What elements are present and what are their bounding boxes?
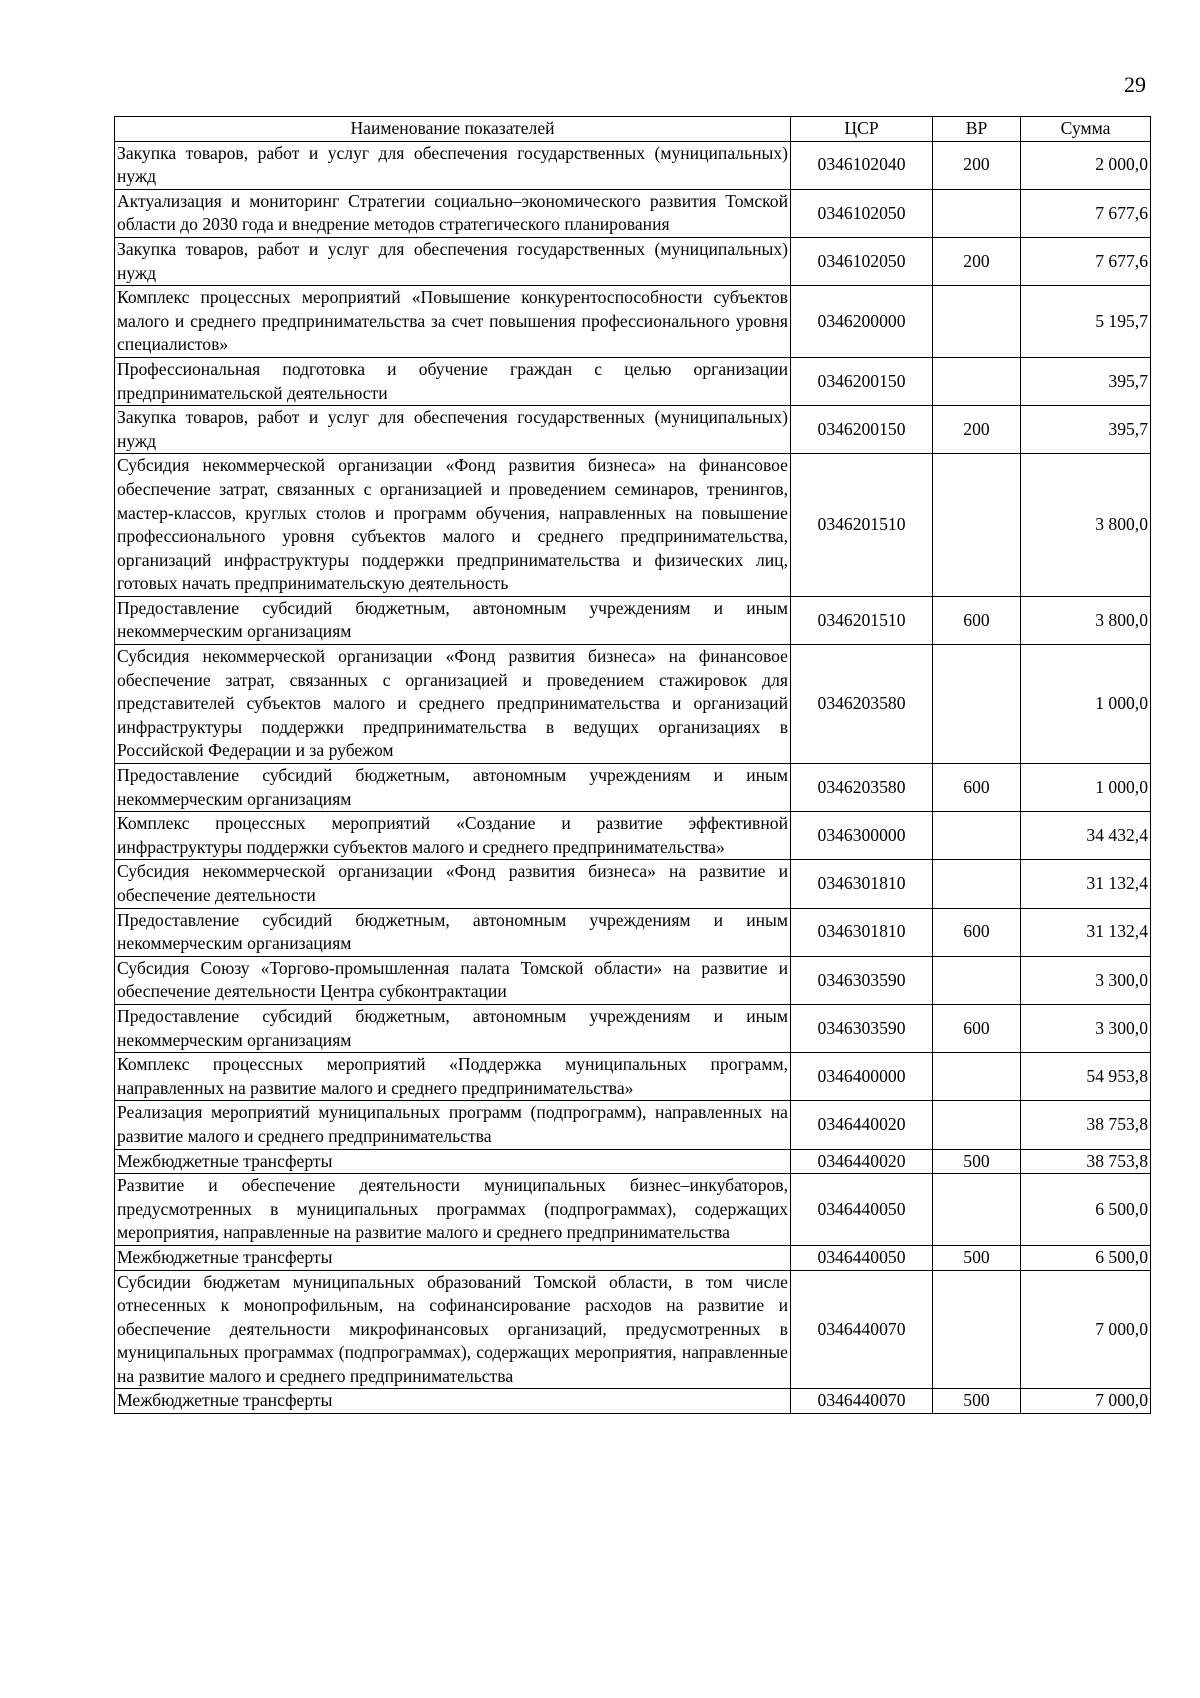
table-row [115,1270,1151,1389]
row-vr [933,454,1021,597]
row-name: Предоставление субсидий бюджетным, автономным учреждениям и иным некоммерческим организациям [115,1004,791,1052]
table-row [115,860,1151,908]
table-header-row [115,117,1151,142]
table-row [115,1149,1151,1174]
row-csr: 0346203580 [791,645,933,764]
row-vr [933,860,1021,908]
row-name: Межбюджетные трансферты [115,1389,791,1414]
row-sum: 31 132,4 [1021,860,1151,908]
row-vr: 600 [933,764,1021,812]
row-name: Межбюджетные трансферты [115,1149,791,1174]
table-row [115,1245,1151,1270]
header-sum: Сумма [1021,117,1151,142]
row-sum: 6 500,0 [1021,1245,1151,1270]
row-vr [933,1053,1021,1101]
row-name: Субсидии бюджетам муниципальных образований Томской области, в том числе отнесенных к монопрофильным, на софинансирование расходов на развитие и обеспечение деятельности микрофинансовых организаций, предусмотренных в муниципальных программах (подпрограммах), содержащих мероприятия, направленные на развитие малого и среднего предпринимательства [115,1270,791,1389]
row-name: Закупка товаров, работ и услуг для обеспечения государственных (муниципальных) нужд [115,141,791,189]
page-number: 29 [1124,72,1146,97]
table-row [115,908,1151,956]
row-sum: 5 195,7 [1021,286,1151,358]
row-sum: 6 500,0 [1021,1174,1151,1246]
row-csr: 0346102050 [791,237,933,285]
row-sum: 1 000,0 [1021,645,1151,764]
table-row [115,286,1151,358]
table-row [115,189,1151,237]
table-row [115,1053,1151,1101]
row-sum: 395,7 [1021,357,1151,405]
row-csr: 0346303590 [791,1004,933,1052]
table-row [115,596,1151,644]
row-csr: 0346440050 [791,1174,933,1246]
row-name: Закупка товаров, работ и услуг для обеспечения государственных (муниципальных) нужд [115,237,791,285]
row-sum: 34 432,4 [1021,812,1151,860]
row-csr: 0346303590 [791,956,933,1004]
row-csr: 0346203580 [791,764,933,812]
row-vr [933,357,1021,405]
row-csr: 0346400000 [791,1053,933,1101]
row-vr: 500 [933,1149,1021,1174]
budget-table [114,116,1151,1414]
row-csr: 0346201510 [791,454,933,597]
row-csr: 0346102050 [791,189,933,237]
header-name: Наименование показателей [115,117,791,142]
row-sum: 7 000,0 [1021,1270,1151,1389]
row-name: Развитие и обеспечение деятельности муниципальных бизнес–инкубаторов, предусмотренных в муниципальных программах (подпрограммах), содержащих мероприятия, направленные на развитие малого и среднего предпринимательства [115,1174,791,1246]
row-sum: 38 753,8 [1021,1101,1151,1149]
row-vr [933,1270,1021,1389]
row-sum: 395,7 [1021,406,1151,454]
row-csr: 0346440050 [791,1245,933,1270]
row-sum: 38 753,8 [1021,1149,1151,1174]
row-csr: 0346440020 [791,1101,933,1149]
row-name: Субсидия некоммерческой организации «Фонд развития бизнеса» на финансовое обеспечение затрат, связанных с организацией и проведением семинаров, тренингов, мастер-классов, круглых столов и программ обучения, направленных на повышение профессионального уровня субъектов малого и среднего предпринимательства, организаций инфраструктуры поддержки предпринимательства и физических лиц, готовых начать предпринимательскую деятельность [115,454,791,597]
row-csr: 0346440070 [791,1270,933,1389]
row-csr: 0346200000 [791,286,933,358]
row-csr: 0346440070 [791,1389,933,1414]
row-sum: 54 953,8 [1021,1053,1151,1101]
row-vr: 200 [933,406,1021,454]
table-row [115,1174,1151,1246]
row-sum: 3 300,0 [1021,956,1151,1004]
row-sum: 1 000,0 [1021,764,1151,812]
table-row [115,1389,1151,1414]
row-csr: 0346200150 [791,357,933,405]
row-vr: 600 [933,1004,1021,1052]
row-name: Реализация мероприятий муниципальных программ (подпрограмм), направленных на развитие малого и среднего предпринимательства [115,1101,791,1149]
header-vr: ВР [933,117,1021,142]
row-sum: 31 132,4 [1021,908,1151,956]
row-name: Закупка товаров, работ и услуг для обеспечения государственных (муниципальных) нужд [115,406,791,454]
row-vr [933,1174,1021,1246]
row-vr: 600 [933,596,1021,644]
row-name: Межбюджетные трансферты [115,1245,791,1270]
row-csr: 0346201510 [791,596,933,644]
row-sum: 3 800,0 [1021,454,1151,597]
table-row [115,357,1151,405]
table-row [115,1101,1151,1149]
header-csr: ЦСР [791,117,933,142]
row-name: Актуализация и мониторинг Стратегии социально–экономического развития Томской области до 2030 года и внедрение методов стратегического планирования [115,189,791,237]
table-body [115,141,1151,1413]
row-vr [933,645,1021,764]
row-sum: 3 800,0 [1021,596,1151,644]
row-sum: 3 300,0 [1021,1004,1151,1052]
row-name: Субсидия Союзу «Торгово-промышленная палата Томской области» на развитие и обеспечение деятельности Центра субконтрактации [115,956,791,1004]
row-vr [933,189,1021,237]
row-name: Комплекс процессных мероприятий «Создание и развитие эффективной инфраструктуры поддержки субъектов малого и среднего предпринимательства» [115,812,791,860]
row-vr [933,286,1021,358]
row-vr: 600 [933,908,1021,956]
row-csr: 0346102040 [791,141,933,189]
row-name: Комплекс процессных мероприятий «Повышение конкурентоспособности субъектов малого и среднего предпринимательства за счет повышения профессионального уровня специалистов» [115,286,791,358]
table-row [115,141,1151,189]
row-name: Предоставление субсидий бюджетным, автономным учреждениям и иным некоммерческим организациям [115,908,791,956]
row-csr: 0346200150 [791,406,933,454]
table-row [115,237,1151,285]
row-vr: 500 [933,1389,1021,1414]
row-sum: 2 000,0 [1021,141,1151,189]
row-csr: 0346440020 [791,1149,933,1174]
row-vr [933,1101,1021,1149]
row-vr: 500 [933,1245,1021,1270]
row-vr: 200 [933,141,1021,189]
row-csr: 0346300000 [791,812,933,860]
row-sum: 7 000,0 [1021,1389,1151,1414]
row-vr [933,956,1021,1004]
table-row [115,956,1151,1004]
row-name: Профессиональная подготовка и обучение граждан с целью организации предпринимательской деятельности [115,357,791,405]
row-csr: 0346301810 [791,860,933,908]
table-row [115,1004,1151,1052]
row-vr: 200 [933,237,1021,285]
row-name: Предоставление субсидий бюджетным, автономным учреждениям и иным некоммерческим организациям [115,596,791,644]
row-name: Комплекс процессных мероприятий «Поддержка муниципальных программ, направленных на развитие малого и среднего предпринимательства» [115,1053,791,1101]
table-row [115,764,1151,812]
table-row [115,454,1151,597]
row-name: Субсидия некоммерческой организации «Фонд развития бизнеса» на развитие и обеспечение деятельности [115,860,791,908]
row-sum: 7 677,6 [1021,237,1151,285]
row-csr: 0346301810 [791,908,933,956]
table-row [115,812,1151,860]
table-row [115,406,1151,454]
row-vr [933,812,1021,860]
row-sum: 7 677,6 [1021,189,1151,237]
row-name: Субсидия некоммерческой организации «Фонд развития бизнеса» на финансовое обеспечение затрат, связанных с организацией и проведением стажировок для представителей субъектов малого и среднего предпринимательства и организаций инфраструктуры поддержки предпринимательства в ведущих организациях в Российской Федерации и за рубежом [115,645,791,764]
table-row [115,645,1151,764]
row-name: Предоставление субсидий бюджетным, автономным учреждениям и иным некоммерческим организациям [115,764,791,812]
